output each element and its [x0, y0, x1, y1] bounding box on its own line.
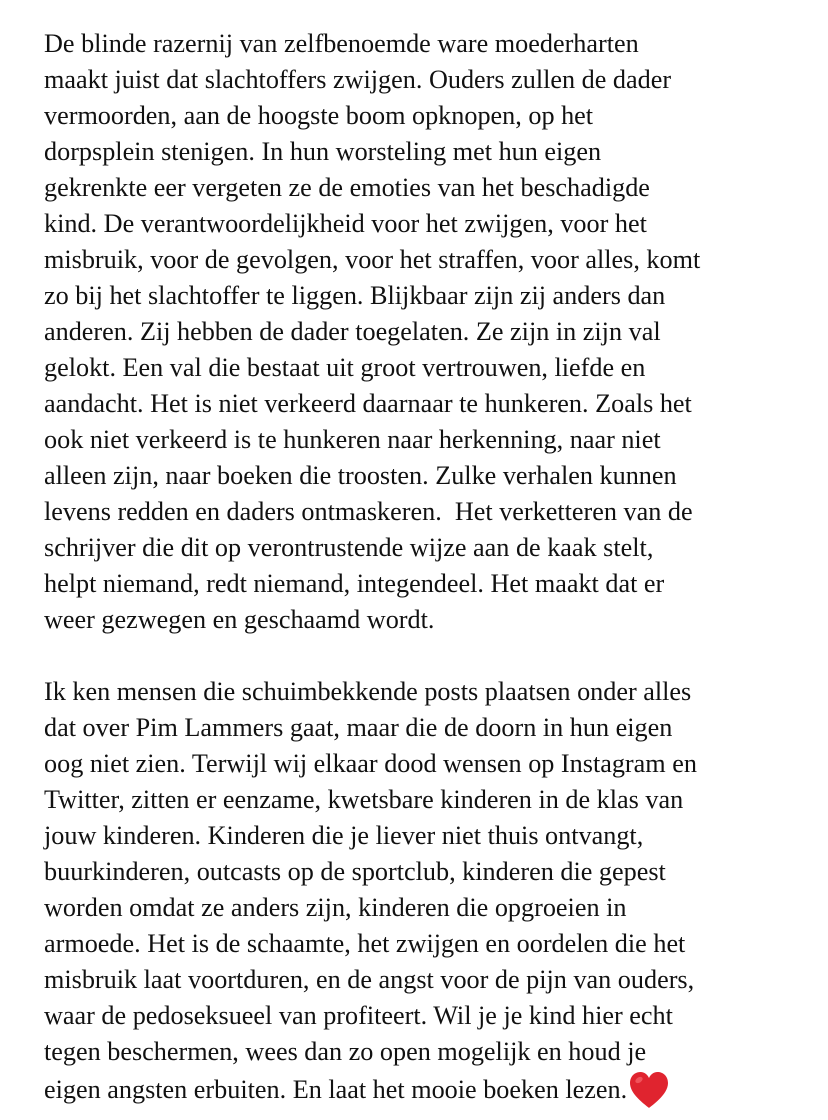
text-line: De blinde razernij van zelfbenoemde ware moederharten — [44, 29, 639, 58]
text-line: Twitter, zitten er eenzame, kwetsbare kinderen in de klas van — [44, 785, 684, 814]
text-line: schrijver die dit op verontrustende wijze aan de kaak stelt, — [44, 533, 654, 562]
text-line: buurkinderen, outcasts op de sportclub, kinderen die gepest — [44, 857, 666, 886]
text-line: anderen. Zij hebben de dader toegelaten. Ze zijn in zijn val — [44, 317, 661, 346]
text-line: weer gezwegen en geschaamd wordt. — [44, 605, 435, 634]
text-line: dorpsplein stenigen. In hun worsteling met hun eigen — [44, 137, 602, 166]
text-line: misbruik laat voortduren, en de angst voor de pijn van ouders, — [44, 965, 695, 994]
text-line: helpt niemand, redt niemand, integendeel. Het maakt dat er — [44, 569, 665, 598]
text-line: worden omdat ze anders zijn, kinderen die opgroeien in — [44, 893, 627, 922]
post-text — [44, 26, 828, 1106]
last-text-line — [44, 1070, 828, 1106]
text-line: gekrenkte eer vergeten ze de emoties van het beschadigde — [44, 173, 650, 202]
text-line: levens redden en daders ontmaskeren. Het verketteren van de — [44, 497, 693, 526]
text-line: Ik ken mensen die schuimbekkende posts plaatsen onder alles — [44, 677, 692, 706]
text-line: vermoorden, aan de hoogste boom opknopen, op het — [44, 101, 594, 130]
text-line: jouw kinderen. Kinderen die je liever niet thuis ontvangt, — [44, 821, 644, 850]
text-line: misbruik, voor de gevolgen, voor het straffen, voor alles, komt — [44, 245, 701, 274]
text-line: kind. De verantwoordelijkheid voor het zwijgen, voor het — [44, 209, 647, 238]
text-line: zo bij het slachtoffer te liggen. Blijkbaar zijn zij anders dan — [44, 281, 666, 310]
text-line: ook niet verkeerd is te hunkeren naar herkenning, naar niet — [44, 425, 661, 454]
text-line: armoede. Het is de schaamte, het zwijgen en oordelen die het — [44, 929, 686, 958]
text-line: gelokt. Een val die bestaat uit groot vertrouwen, liefde en — [44, 353, 646, 382]
text-line: oog niet zien. Terwijl wij elkaar dood wensen op Instagram en — [44, 749, 697, 778]
text-line: maakt juist dat slachtoffers zwijgen. Ouders zullen de dader — [44, 65, 672, 94]
paragraph-1 — [44, 26, 828, 638]
last-line-text: eigen angsten erbuiten. En laat het mooie boeken lezen. — [44, 1075, 628, 1104]
text-line: aandacht. Het is niet verkeerd daarnaar te hunkeren. Zoals het — [44, 389, 692, 418]
paragraph-spacer — [44, 638, 828, 674]
text-line: dat over Pim Lammers gaat, maar die de doorn in hun eigen — [44, 713, 673, 742]
text-line: waar de pedoseksueel van profiteert. Wil je je kind hier echt — [44, 1001, 673, 1030]
red-heart-icon — [627, 1070, 671, 1110]
paragraph-2 — [44, 674, 828, 1106]
text-line: alleen zijn, naar boeken die troosten. Zulke verhalen kunnen — [44, 461, 677, 490]
text-line: tegen beschermen, wees dan zo open mogelijk en houd je — [44, 1037, 647, 1066]
